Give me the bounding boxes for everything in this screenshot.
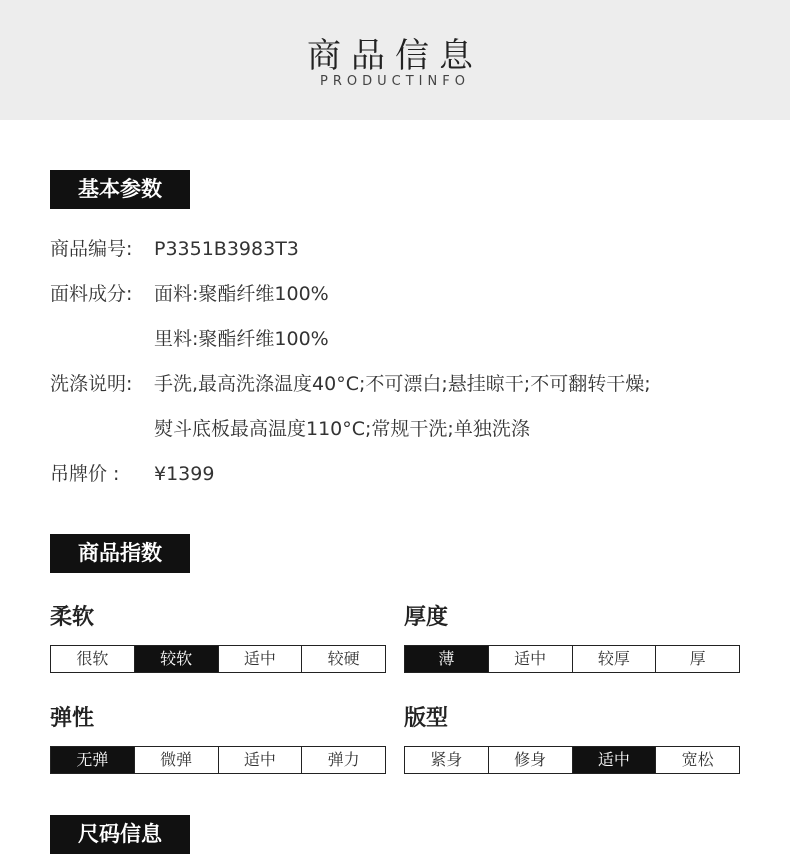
product-code-row bbox=[50, 237, 299, 261]
wash-line-1: 手洗,最高洗涤温度40°C;不可漂白;悬挂晾干;不可翻转干燥; bbox=[154, 373, 651, 395]
page-subtitle: PRODUCTINFO bbox=[320, 74, 470, 89]
section-product-index: 商品指数 bbox=[50, 534, 190, 573]
metric-fit-scale bbox=[404, 746, 740, 774]
scale-option-selected: 无弹 bbox=[51, 747, 134, 773]
metric-softness-title: 柔软 bbox=[50, 605, 95, 630]
scale-option: 修身 bbox=[488, 747, 572, 773]
price-value: ¥1399 bbox=[154, 463, 215, 485]
scale-option: 适中 bbox=[218, 747, 302, 773]
product-code-key: 商品编号: bbox=[50, 238, 133, 260]
product-code-value: P3351B3983T3 bbox=[154, 238, 299, 260]
scale-option: 适中 bbox=[218, 646, 302, 672]
scale-option: 微弹 bbox=[134, 747, 218, 773]
metric-thickness-scale bbox=[404, 645, 740, 673]
section-size-info: 尺码信息 bbox=[50, 815, 190, 854]
scale-option-selected: 薄 bbox=[405, 646, 488, 672]
scale-option: 宽松 bbox=[655, 747, 739, 773]
fabric-row bbox=[50, 282, 329, 306]
wash-key: 洗涤说明: bbox=[50, 373, 133, 395]
scale-option: 弹力 bbox=[301, 747, 385, 773]
metric-thickness-title: 厚度 bbox=[404, 605, 449, 630]
price-key: 吊牌价 : bbox=[50, 463, 120, 485]
fabric-outer: 面料:聚酯纤维100% bbox=[154, 283, 329, 305]
metric-softness-scale bbox=[50, 645, 386, 673]
metric-elasticity-title: 弹性 bbox=[50, 706, 95, 731]
scale-option: 适中 bbox=[488, 646, 572, 672]
scale-option-selected: 较软 bbox=[134, 646, 218, 672]
fabric-lining: 里料:聚酯纤维100% bbox=[154, 328, 329, 350]
scale-option: 很软 bbox=[51, 646, 134, 672]
scale-option: 厚 bbox=[655, 646, 739, 672]
price-row bbox=[50, 462, 214, 486]
page-title: 商品信息 bbox=[307, 36, 483, 76]
page-header bbox=[0, 0, 790, 120]
scale-option: 紧身 bbox=[405, 747, 488, 773]
metric-elasticity-scale bbox=[50, 746, 386, 774]
wash-row bbox=[50, 372, 651, 396]
fabric-key: 面料成分: bbox=[50, 283, 133, 305]
metric-fit-title: 版型 bbox=[404, 706, 449, 731]
scale-option: 较硬 bbox=[301, 646, 385, 672]
wash-line-2: 熨斗底板最高温度110°C;常规干洗;单独洗涤 bbox=[154, 418, 530, 440]
scale-option-selected: 适中 bbox=[572, 747, 656, 773]
scale-option: 较厚 bbox=[572, 646, 656, 672]
section-basic-params: 基本参数 bbox=[50, 170, 190, 209]
